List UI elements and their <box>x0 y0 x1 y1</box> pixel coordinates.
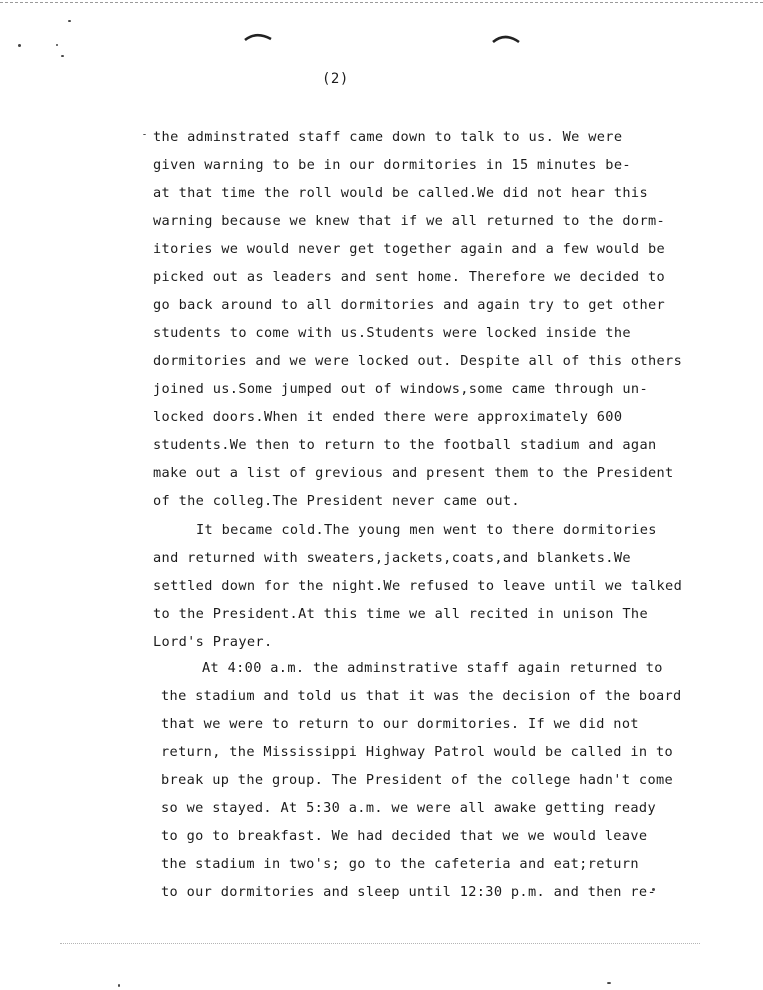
text-line: joined us.Some jumped out of windows,some came through un- <box>153 381 648 397</box>
text-line: at that time the roll would be called.We did not hear this <box>153 185 648 201</box>
punch-mark-right <box>492 32 520 44</box>
text-line: settled down for the night.We refused to leave until we talked <box>153 578 683 594</box>
text-line: Lord's Prayer. <box>153 634 273 650</box>
text-line: and returned with sweaters,jackets,coats,and blankets.We <box>153 550 631 566</box>
scan-speck <box>607 982 611 984</box>
text-line: to go to breakfast. We had decided that we we would leave <box>161 828 648 844</box>
text-line: the stadium and told us that it was the decision of the board <box>161 688 682 704</box>
text-line: return, the Mississippi Highway Patrol would be called in to <box>161 744 674 760</box>
scan-speck <box>56 44 58 46</box>
text-line: dormitories and we were locked out. Despite all of this others <box>153 353 683 369</box>
text-line: students.We then to return to the football stadium and agan <box>153 437 657 453</box>
scan-speck <box>68 20 71 22</box>
page-number: (2) <box>322 71 349 87</box>
scan-speck <box>118 984 120 987</box>
text-line: the adminstrated staff came down to talk to us. We were <box>153 129 623 145</box>
scan-speck <box>18 44 21 47</box>
text-line: break up the group. The President of the college hadn't come <box>161 772 674 788</box>
punch-mark-left <box>244 30 272 42</box>
text-line: of the colleg.The President never came out. <box>153 493 520 509</box>
text-line: to our dormitories and sleep until 12:30 p.m. and then re- <box>161 884 656 900</box>
text-line: make out a list of grevious and present them to the President <box>153 465 674 481</box>
text-line: go back around to all dormitories and again try to get other <box>153 297 666 313</box>
text-line: the stadium in two's; go to the cafeteria and eat;return <box>161 856 639 872</box>
text-line: picked out as leaders and sent home. Therefore we decided to <box>153 269 666 285</box>
scan-speck <box>143 134 146 135</box>
scan-noise-line <box>60 943 700 945</box>
text-line: students to come with us.Students were locked inside the <box>153 325 631 341</box>
text-line: that we were to return to our dormitories. If we did not <box>161 716 639 732</box>
text-line: given warning to be in our dormitories in 15 minutes be- <box>153 157 631 173</box>
text-line: itories we would never get together again and a few would be <box>153 241 666 257</box>
text-line: so we stayed. At 5:30 a.m. we were all awake getting ready <box>161 800 656 816</box>
text-line: to the President.At this time we all recited in unison The <box>153 606 648 622</box>
scan-speck <box>61 55 64 57</box>
text-line: warning because we knew that if we all returned to the dorm- <box>153 213 666 229</box>
text-line: It became cold.The young men went to there dormitories <box>196 522 657 538</box>
text-line: locked doors.When it ended there were approximately 600 <box>153 409 623 425</box>
text-line: At 4:00 a.m. the adminstrative staff again returned to <box>202 660 663 676</box>
page-top-edge <box>0 2 763 3</box>
